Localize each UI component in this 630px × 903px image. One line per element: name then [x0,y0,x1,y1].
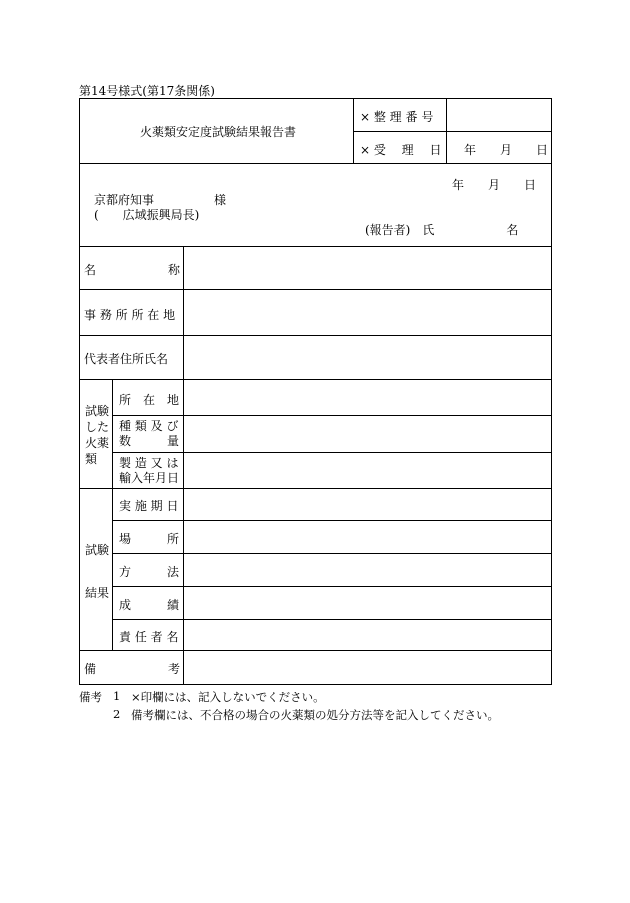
test-date-field[interactable] [184,489,551,520]
note-1-number: 1 [113,689,121,703]
test-method-field[interactable] [184,554,551,586]
responsible-person-label: 責 任 者 名 [119,630,179,644]
manufacture-date-field[interactable] [184,453,551,488]
test-results-group-label-1: 試験 [85,543,110,557]
remarks-label: 備 考 [84,662,181,676]
type-quantity-field[interactable] [184,416,551,452]
test-place-label: 場 所 [119,532,180,546]
reference-number-field[interactable] [447,99,551,131]
remarks-field[interactable] [184,651,551,684]
test-results-label: 成 績 [119,598,180,612]
tested-explosives-group-label: 試験 した 火薬 類 [85,404,110,466]
explosive-location-field[interactable] [184,380,551,415]
document-title: 火薬類安定度試験結果報告書 [140,125,297,139]
office-location-label: 事 務 所 所 在 地 [84,308,176,322]
representative-label: 代表者住所氏名 [84,352,169,366]
test-results-field[interactable] [184,587,551,619]
reference-number-label: × 整 理 番 号 [360,110,434,124]
test-results-group-label-2: 結果 [85,586,110,600]
report-date: 年 月 日 [452,178,537,192]
responsible-person-field[interactable] [184,620,551,650]
received-date-value: 年 月 日 [464,143,549,157]
note-2-text: 備考欄には、不合格の場合の火薬類の処分方法等を記入してください。 [131,708,499,722]
notes-heading: 備考 [79,690,102,704]
type-quantity-label: 種 類 及 び 数 量 [119,419,180,448]
office-location-field[interactable] [184,290,551,335]
note-1-text: ×印欄には、記入しないでください。 [131,690,325,704]
received-date-label: × 受 理 日 [360,143,442,157]
representative-field[interactable] [184,336,551,379]
explosive-location-label: 所 在 地 [119,393,180,407]
manufacture-date-label: 製 造 又 は 輸入年月日 [119,456,180,485]
recipient-bureau: ( 広域振興局長) [94,208,200,222]
name-label: 名 称 [84,263,181,277]
reporter-name-label: (報告者) 氏 名 [365,223,519,237]
test-place-field[interactable] [184,521,551,553]
name-field[interactable] [184,247,551,289]
recipient-governor: 京都府知事 様 [94,193,227,207]
test-method-label: 方 法 [119,565,180,579]
form-number-title: 第14号様式(第17条関係) [79,84,215,98]
test-date-label: 実 施 期 日 [119,499,179,513]
note-2-number: 2 [113,707,121,721]
